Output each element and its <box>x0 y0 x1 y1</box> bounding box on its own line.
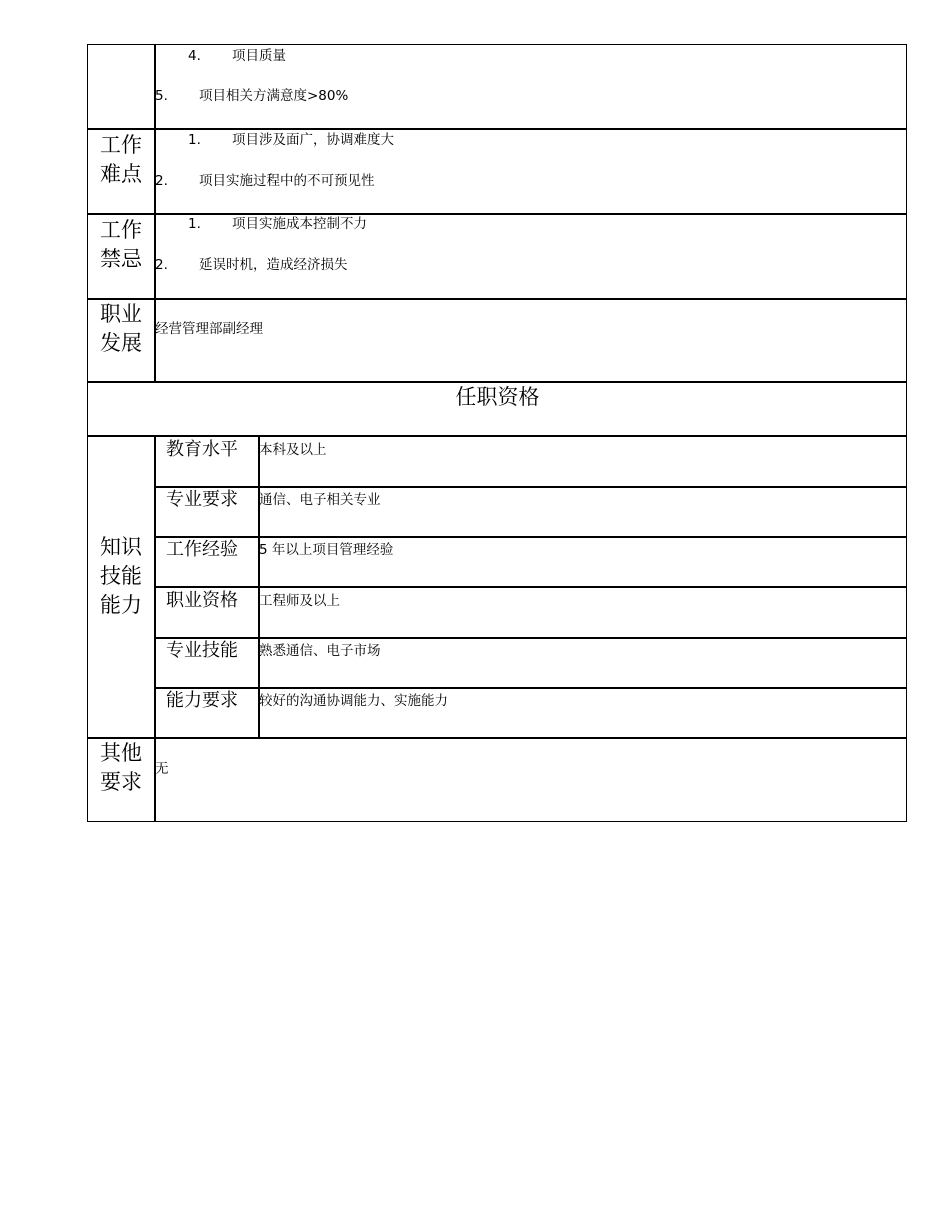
qual-value-skill: 熟悉通信、电子市场 <box>259 643 381 659</box>
group-label-knowledge-skill <box>88 533 154 620</box>
qual-value-ability: 较好的沟通协调能力、实施能力 <box>259 693 448 709</box>
qual-row-divider <box>155 536 907 538</box>
qual-value-education: 本科及以上 <box>259 442 327 458</box>
qual-value-experience: 5 年以上项目管理经验 <box>259 542 394 558</box>
row-label-other <box>88 739 154 797</box>
group-label-line: 技能 <box>100 564 142 588</box>
list-item-text: 项目质量 <box>232 48 286 64</box>
row-label-line: 工作 <box>100 218 142 242</box>
row-divider <box>87 128 907 130</box>
row-label-line: 禁忌 <box>100 247 142 271</box>
group-label-line: 知识 <box>100 535 142 559</box>
list-item-text: 项目实施成本控制不力 <box>232 216 367 232</box>
row-label-line: 职业 <box>100 302 142 326</box>
row-label-line: 要求 <box>100 770 142 794</box>
qual-label-experience: 工作经验 <box>166 539 238 560</box>
row-label-taboo <box>88 216 154 274</box>
list-number: 4. <box>188 48 201 64</box>
row-label-difficulty <box>88 131 154 189</box>
list-number: 1. <box>188 216 201 232</box>
qual-row-divider <box>155 637 907 639</box>
career-text: 经营管理部副经理 <box>155 321 263 337</box>
list-number: 5. <box>155 88 168 104</box>
list-number: 2. <box>155 257 168 273</box>
other-text: 无 <box>155 761 169 777</box>
row-divider <box>87 737 907 739</box>
qual-label-major: 专业要求 <box>166 489 238 510</box>
row-label-line: 工作 <box>100 133 142 157</box>
group-label-line: 能力 <box>100 593 142 617</box>
list-item-text: 项目相关方满意度>80% <box>199 88 349 104</box>
row-label-line: 发展 <box>100 331 142 355</box>
list-item-text: 项目实施过程中的不可预见性 <box>199 173 375 189</box>
list-number: 2. <box>155 173 168 189</box>
qual-row-divider <box>155 486 907 488</box>
qual-value-major: 通信、电子相关专业 <box>259 492 381 508</box>
qual-label-education: 教育水平 <box>166 439 238 460</box>
list-number: 1. <box>188 132 201 148</box>
qual-label-certification: 职业资格 <box>166 590 238 611</box>
row-label-line: 难点 <box>100 162 142 186</box>
row-divider <box>87 435 907 437</box>
list-item-text: 项目涉及面广，协调难度大 <box>232 132 394 148</box>
list-item-text: 延误时机，造成经济损失 <box>199 257 348 273</box>
row-divider <box>87 213 907 215</box>
row-label-line: 其他 <box>100 741 142 765</box>
qual-label-ability: 能力要求 <box>166 690 238 711</box>
row-label-career <box>88 300 154 358</box>
qual-row-divider <box>155 687 907 689</box>
qual-row-divider <box>155 586 907 588</box>
section-title: 任职资格 <box>455 385 540 409</box>
row-divider <box>87 298 907 300</box>
qual-value-certification: 工程师及以上 <box>259 593 340 609</box>
qual-label-skill: 专业技能 <box>166 640 238 661</box>
